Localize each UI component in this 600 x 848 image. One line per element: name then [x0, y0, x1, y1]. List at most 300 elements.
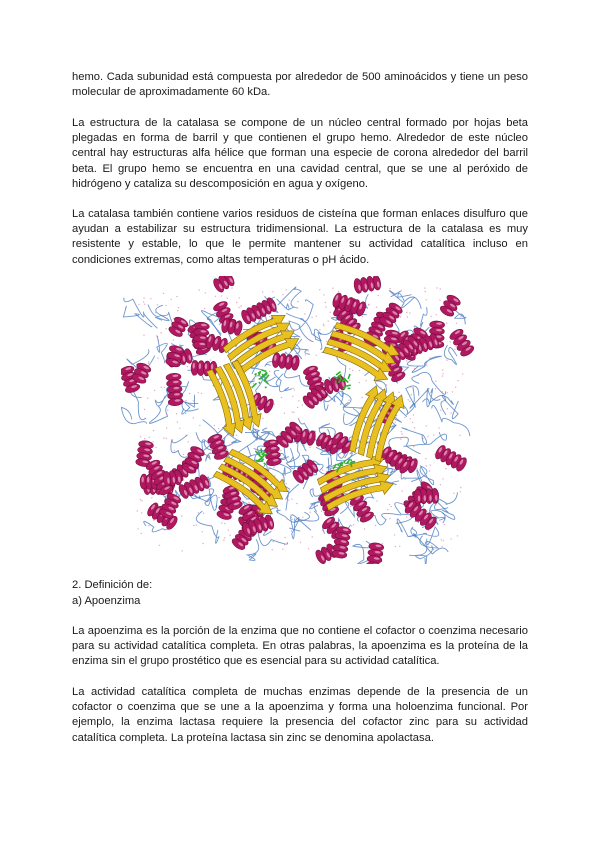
solvent-dot: [204, 308, 205, 309]
solvent-dot: [201, 393, 202, 394]
solvent-dot: [359, 370, 360, 371]
solvent-dot: [326, 341, 327, 342]
solvent-dot: [325, 302, 326, 303]
solvent-dot: [305, 354, 306, 355]
solvent-dot: [166, 438, 167, 439]
solvent-dot: [389, 504, 390, 505]
solvent-dot: [177, 310, 178, 311]
solvent-dot: [171, 319, 172, 320]
section-subheading: a) Apoenzima: [72, 595, 141, 607]
solvent-dot: [329, 466, 330, 467]
solvent-dot: [409, 312, 410, 313]
solvent-dot: [346, 352, 347, 353]
solvent-dot: [286, 518, 287, 519]
solvent-dot: [186, 435, 187, 436]
heme-bond: [345, 386, 346, 388]
solvent-dot: [197, 438, 198, 439]
solvent-dot: [141, 512, 142, 513]
heme-bond: [261, 370, 266, 372]
solvent-dot: [395, 417, 396, 418]
solvent-dot: [319, 289, 320, 290]
solvent-dot: [321, 511, 322, 512]
solvent-dot: [402, 490, 403, 491]
solvent-dot: [141, 500, 142, 501]
solvent-dot: [167, 410, 168, 411]
solvent-dot: [302, 517, 303, 518]
alpha-helix: [433, 444, 468, 473]
solvent-dot: [223, 539, 224, 540]
solvent-dot: [282, 294, 283, 295]
solvent-dot: [284, 537, 285, 538]
solvent-dot: [188, 441, 189, 442]
solvent-dot: [179, 428, 180, 429]
alpha-helix: [166, 373, 184, 407]
solvent-dot: [412, 422, 413, 423]
solvent-dot: [360, 468, 361, 469]
heme-bond: [259, 454, 260, 456]
solvent-dot: [438, 427, 439, 428]
solvent-dot: [174, 450, 175, 451]
solvent-dot: [172, 439, 173, 440]
solvent-dot: [203, 513, 204, 514]
solvent-dot: [163, 437, 164, 438]
solvent-dot: [253, 378, 254, 379]
solvent-dot: [240, 305, 241, 306]
solvent-dot: [430, 464, 431, 465]
solvent-dot: [171, 299, 172, 300]
coil-strand: [121, 407, 146, 423]
solvent-dot: [447, 408, 448, 409]
solvent-dot: [207, 456, 208, 457]
solvent-dot: [375, 525, 376, 526]
solvent-dot: [426, 465, 427, 466]
solvent-dot: [401, 290, 402, 291]
solvent-dot: [232, 385, 233, 386]
solvent-dot: [432, 515, 433, 516]
coil-strand: [247, 539, 259, 560]
solvent-dot: [436, 287, 437, 288]
solvent-dot: [413, 414, 414, 415]
solvent-dot: [417, 375, 418, 376]
solvent-dot: [442, 391, 443, 392]
solvent-dot: [213, 507, 214, 508]
solvent-dot: [248, 502, 249, 503]
solvent-dot: [202, 531, 203, 532]
solvent-dot: [151, 497, 152, 498]
solvent-dot: [343, 454, 344, 455]
solvent-dot: [460, 491, 461, 492]
solvent-dot: [157, 357, 158, 358]
paragraph-cysteine: La catalasa también contiene varios residuos de cisteína que forman enlaces disulfuro que ayudan a estabilizar su estructura tridimensional. La estructura de la catalasa es muy resistente y estable, lo que le permite mantener su actividad catalítica incluso en condiciones extremas, como altas temperaturas o pH ácido.: [72, 208, 528, 266]
solvent-dot: [389, 518, 390, 519]
solvent-dot: [236, 435, 237, 436]
solvent-dot: [431, 316, 432, 317]
heme-bond: [348, 374, 350, 379]
solvent-dot: [312, 536, 313, 537]
solvent-dot: [227, 434, 228, 435]
heme-bond: [351, 462, 355, 463]
solvent-dot: [452, 391, 453, 392]
coil-strand: [406, 386, 419, 407]
solvent-dot: [210, 359, 211, 360]
solvent-dot: [319, 329, 320, 330]
solvent-dot: [445, 468, 446, 469]
solvent-dot: [362, 316, 363, 317]
solvent-dot: [460, 316, 461, 317]
solvent-dot: [291, 328, 292, 329]
solvent-dot: [228, 529, 229, 530]
solvent-dot: [156, 335, 157, 336]
solvent-dot: [193, 525, 194, 526]
solvent-dot: [316, 355, 317, 356]
solvent-dot: [325, 306, 326, 307]
solvent-dot: [290, 517, 291, 518]
solvent-dot: [158, 340, 159, 341]
solvent-dot: [202, 543, 203, 544]
solvent-dot: [189, 393, 190, 394]
solvent-dot: [215, 296, 216, 297]
solvent-dot: [400, 439, 401, 440]
solvent-dot: [226, 297, 227, 298]
heme-bond: [346, 385, 351, 386]
solvent-dot: [414, 427, 415, 428]
solvent-dot: [288, 500, 289, 501]
solvent-dot: [426, 365, 427, 366]
coil-strand: [278, 287, 302, 308]
coil-strand: [286, 300, 313, 322]
solvent-dot: [164, 387, 165, 388]
solvent-dot: [211, 496, 212, 497]
catalase-structure-figure: [121, 276, 478, 564]
solvent-dot: [323, 380, 324, 381]
solvent-dot: [269, 316, 270, 317]
solvent-dot: [173, 339, 174, 340]
solvent-dot: [198, 512, 199, 513]
solvent-dot: [433, 549, 434, 550]
solvent-dot: [229, 535, 230, 536]
solvent-dot: [435, 388, 436, 389]
solvent-dot: [352, 370, 353, 371]
coil-strand: [422, 432, 446, 444]
solvent-dot: [459, 435, 460, 436]
coil-strand: [190, 495, 217, 508]
solvent-dot: [293, 388, 294, 389]
solvent-dot: [433, 434, 434, 435]
solvent-dot: [182, 550, 183, 551]
solvent-dot: [199, 425, 200, 426]
solvent-dot: [209, 452, 210, 453]
solvent-dot: [272, 291, 273, 292]
solvent-dot: [398, 392, 399, 393]
solvent-dot: [255, 437, 256, 438]
solvent-dot: [328, 320, 329, 321]
solvent-dot: [147, 398, 148, 399]
solvent-dot: [450, 341, 451, 342]
solvent-dot: [425, 291, 426, 292]
heme-bond: [337, 464, 339, 465]
solvent-dot: [368, 304, 369, 305]
solvent-dot: [205, 292, 206, 293]
solvent-dot: [442, 375, 443, 376]
solvent-dot: [229, 402, 230, 403]
solvent-dot: [163, 417, 164, 418]
solvent-dot: [389, 288, 390, 289]
solvent-dot: [411, 394, 412, 395]
solvent-dot: [221, 522, 222, 523]
solvent-dot: [291, 411, 292, 412]
solvent-dot: [144, 438, 145, 439]
solvent-dot: [297, 301, 298, 302]
solvent-dot: [285, 483, 286, 484]
solvent-dot: [284, 544, 285, 545]
solvent-dot: [308, 548, 309, 549]
heme-bond: [261, 448, 262, 453]
solvent-dot: [273, 466, 274, 467]
solvent-dot: [298, 400, 299, 401]
solvent-dot: [361, 407, 362, 408]
solvent-dot: [406, 516, 407, 517]
solvent-dot: [262, 418, 263, 419]
alpha-helix: [414, 488, 439, 504]
solvent-dot: [456, 323, 457, 324]
solvent-dot: [314, 507, 315, 508]
solvent-dot: [193, 417, 194, 418]
solvent-dot: [154, 390, 155, 391]
solvent-dot: [296, 353, 297, 354]
solvent-dot: [213, 533, 214, 534]
solvent-dot: [148, 361, 149, 362]
solvent-dot: [298, 418, 299, 419]
solvent-dot: [313, 333, 314, 334]
coil-strand: [196, 511, 219, 543]
solvent-dot: [446, 360, 447, 361]
solvent-dot: [165, 345, 166, 346]
heme-bond: [259, 382, 260, 384]
coil-strand: [412, 356, 442, 372]
solvent-dot: [456, 346, 457, 347]
solvent-dot: [165, 305, 166, 306]
solvent-dot: [148, 363, 149, 364]
solvent-dot: [359, 382, 360, 383]
solvent-dot: [137, 510, 138, 511]
solvent-dot: [426, 299, 427, 300]
solvent-dot: [441, 539, 442, 540]
solvent-dot: [185, 400, 186, 401]
solvent-dot: [404, 417, 405, 418]
catalase-ribbon-illustration: [121, 276, 478, 564]
coil-strand: [416, 546, 433, 565]
solvent-dot: [414, 368, 415, 369]
solvent-dot: [150, 298, 151, 299]
solvent-dot: [376, 500, 377, 501]
solvent-dot: [262, 291, 263, 292]
solvent-dot: [444, 519, 445, 520]
coil-strand: [422, 395, 446, 414]
solvent-dot: [289, 300, 290, 301]
solvent-dot: [442, 478, 443, 479]
solvent-dot: [161, 387, 162, 388]
solvent-dot: [218, 428, 219, 429]
solvent-dot: [351, 525, 352, 526]
alpha-helix: [353, 276, 382, 294]
solvent-dot: [386, 384, 387, 385]
solvent-dot: [429, 470, 430, 471]
solvent-dot: [272, 549, 273, 550]
heme-bond: [344, 461, 345, 463]
solvent-dot: [400, 316, 401, 317]
solvent-dot: [351, 425, 352, 426]
solvent-dot: [457, 535, 458, 536]
coil-strand: [300, 319, 321, 341]
paragraph-apoenzyme-example: La actividad catalítica completa de muchas enzimas depende de la presencia de un cofactor o coenzima que se une a la apoenzima y forma una holoenzima funcional. Por ejemplo, la enzima lactasa requiere la presencia del cofactor zinc para su actividad catalítica completa. La proteína lactasa sin zinc se denomina apolactasa.: [72, 686, 528, 744]
solvent-dot: [332, 318, 333, 319]
solvent-dot: [143, 297, 144, 298]
solvent-dot: [349, 379, 350, 380]
solvent-dot: [366, 380, 367, 381]
solvent-dot: [309, 512, 310, 513]
solvent-dot: [292, 396, 293, 397]
solvent-dot: [292, 519, 293, 520]
coil-strand: [157, 336, 167, 363]
solvent-dot: [425, 458, 426, 459]
solvent-dot: [334, 401, 335, 402]
solvent-dot: [137, 528, 138, 529]
solvent-dot: [196, 524, 197, 525]
solvent-dot: [380, 387, 381, 388]
solvent-dot: [322, 530, 323, 531]
solvent-dot: [457, 380, 458, 381]
solvent-dot: [253, 383, 254, 384]
solvent-dot: [406, 360, 407, 361]
solvent-dot: [294, 337, 295, 338]
coil-strand: [205, 489, 217, 511]
solvent-dot: [323, 324, 324, 325]
solvent-dot: [364, 528, 365, 529]
solvent-dot: [269, 371, 270, 372]
solvent-dot: [395, 422, 396, 423]
solvent-dot: [429, 509, 430, 510]
solvent-dot: [405, 478, 406, 479]
solvent-dot: [286, 289, 287, 290]
solvent-dot: [311, 317, 312, 318]
solvent-dot: [273, 541, 274, 542]
solvent-dot: [406, 312, 407, 313]
solvent-dot: [427, 436, 428, 437]
coil-strand: [432, 405, 470, 436]
coil-strand: [427, 388, 440, 406]
solvent-dot: [440, 410, 441, 411]
solvent-dot: [442, 546, 443, 547]
solvent-dot: [291, 498, 292, 499]
solvent-dot: [416, 468, 417, 469]
solvent-dot: [462, 373, 463, 374]
solvent-dot: [426, 425, 427, 426]
solvent-dot: [309, 447, 310, 448]
solvent-dot: [181, 515, 182, 516]
solvent-dot: [282, 549, 283, 550]
solvent-dot: [351, 452, 352, 453]
solvent-dot: [143, 301, 144, 302]
solvent-dot: [413, 446, 414, 447]
solvent-dot: [219, 497, 220, 498]
solvent-dot: [407, 316, 408, 317]
solvent-dot: [185, 413, 186, 414]
coil-strand: [277, 510, 319, 522]
solvent-dot: [144, 304, 145, 305]
alpha-helix: [162, 470, 182, 487]
solvent-dot: [198, 392, 199, 393]
paragraph-apoenzyme-definition: La apoenzima es la porción de la enzima que no contiene el cofactor o coenzima necesario para su actividad catalítica completa. En otras palabras, la apoenzima es la proteína de la enzima sin el grupo prostético que es esencial para su actividad catalítica.: [72, 625, 528, 668]
heme-bond: [259, 452, 260, 453]
solvent-dot: [447, 392, 448, 393]
solvent-dot: [140, 499, 141, 500]
solvent-dot: [455, 387, 456, 388]
paragraph-subunit: hemo. Cada subunidad está compuesta por alrededor de 500 aminoácidos y tiene un peso molecular de aproximadamente 60 kDa.: [72, 71, 528, 99]
solvent-dot: [446, 322, 447, 323]
solvent-dot: [270, 468, 271, 469]
solvent-dot: [148, 525, 149, 526]
solvent-dot: [167, 318, 168, 319]
solvent-dot: [350, 506, 351, 507]
solvent-dot: [302, 405, 303, 406]
coil-strand: [123, 306, 151, 327]
solvent-dot: [368, 438, 369, 439]
coil-strand: [290, 515, 311, 531]
solvent-dot: [394, 534, 395, 535]
solvent-dot: [442, 369, 443, 370]
solvent-dot: [274, 403, 275, 404]
solvent-dot: [238, 307, 239, 308]
solvent-dot: [294, 389, 295, 390]
solvent-dot: [332, 288, 333, 289]
solvent-dot: [229, 444, 230, 445]
solvent-dot: [433, 548, 434, 549]
solvent-dot: [387, 509, 388, 510]
solvent-dot: [401, 433, 402, 434]
solvent-dot: [304, 313, 305, 314]
heme-bond: [350, 459, 351, 461]
heme-bond: [335, 381, 336, 385]
solvent-dot: [176, 296, 177, 297]
solvent-dot: [399, 546, 400, 547]
solvent-dot: [214, 425, 215, 426]
solvent-dot: [426, 391, 427, 392]
solvent-dot: [401, 431, 402, 432]
solvent-dot: [231, 287, 232, 288]
heme-bond: [343, 380, 346, 381]
solvent-dot: [429, 357, 430, 358]
solvent-dot: [300, 542, 301, 543]
alpha-helix: [448, 327, 475, 358]
solvent-dot: [193, 400, 194, 401]
solvent-dot: [176, 413, 177, 414]
solvent-dot: [224, 537, 225, 538]
solvent-dot: [440, 288, 441, 289]
solvent-dot: [166, 414, 167, 415]
solvent-dot: [284, 413, 285, 414]
heme-bond: [259, 372, 260, 376]
solvent-dot: [330, 312, 331, 313]
solvent-dot: [422, 438, 423, 439]
solvent-dot: [143, 335, 144, 336]
solvent-dot: [323, 325, 324, 326]
solvent-dot: [382, 543, 383, 544]
solvent-dot: [155, 447, 156, 448]
solvent-dot: [152, 441, 153, 442]
solvent-dot: [450, 538, 451, 539]
solvent-dot: [460, 487, 461, 488]
solvent-dot: [177, 421, 178, 422]
